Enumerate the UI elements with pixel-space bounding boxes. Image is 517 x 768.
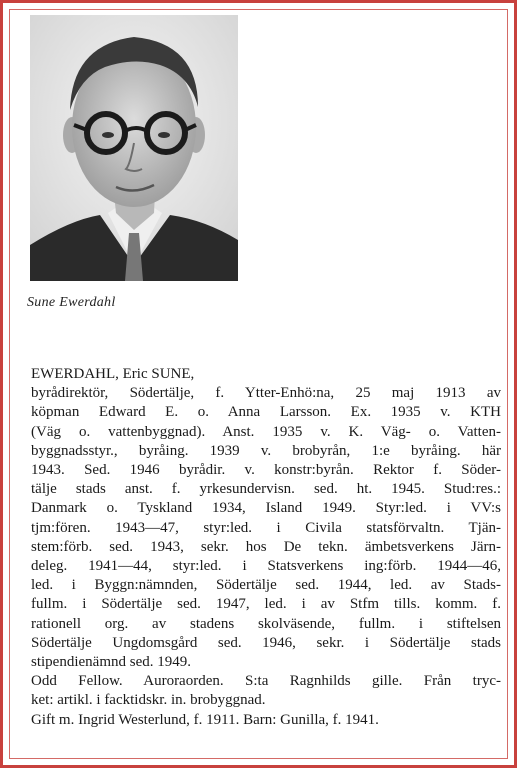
bio-line: rationell org. av stadens skolväsende, fullm. i stiftelsen: [31, 615, 501, 632]
bio-line: byrådirektör, Södertälje, f. Ytter-Enhö:na, 25 maj 1913 av: [31, 385, 501, 402]
bio-line: Danmark o. Tyskland 1934, Island 1949. Styr:led. i VV:s: [31, 500, 501, 517]
bio-line: stem:förb. sed. 1943, sekr. hos De tekn. ämbetsverkens Järn-: [31, 538, 501, 555]
bio-line: deleg. 1941—44, styr:led. i Statsverkens ing:förb. 1944—46,: [31, 558, 501, 575]
portrait-photo: [30, 15, 238, 281]
bio-line: EWERDAHL, Eric SUNE,: [31, 366, 195, 382]
bio-line: byggnadsstyr., byråing. 1939 v. brobyrån, 1:e byråing. här: [31, 442, 501, 459]
bio-line: tjm:fören. 1943—47, styr:led. i Civila statsförvaltn. Tjän-: [31, 519, 501, 536]
bio-line: 1943. Sed. 1946 byrådir. v. konstr:byrån. Rektor f. Söder-: [31, 462, 501, 479]
bio-line: Odd Fellow. Auroraorden. S:ta Ragnhilds gille. Från tryc-: [31, 673, 501, 690]
bio-line: fullm. i Södertälje sed. 1947, led. i av Stfm tills. komm. f.: [31, 596, 501, 613]
bio-line: tälje stads anst. f. yrkesundervisn. sed. ht. 1945. Stud:res.:: [31, 481, 501, 498]
bio-line: (Väg o. vattenbyggnad). Anst. 1935 v. K. Väg- o. Vatten-: [31, 423, 501, 440]
bio-line: led. i Byggn:nämnden, Södertälje sed. 1944, led. av Stads-: [31, 577, 501, 594]
bio-line: Södertälje Ungdomsgård sed. 1946, sekr. i Södertälje stads: [31, 634, 501, 651]
bio-line: Gift m. Ingrid Westerlund, f. 1911. Barn: Gunilla, f. 1941.: [31, 711, 379, 728]
bio-line: ket: artikl. i facktidskr. in. brobyggnad.: [31, 692, 266, 709]
photo-caption: Sune Ewerdahl: [27, 295, 116, 310]
bio-line: köpman Edward E. o. Anna Larsson. Ex. 1935 v. KTH: [31, 404, 501, 421]
biography-entry: [31, 365, 501, 730]
portrait-image: [30, 15, 238, 281]
bio-line: stipendienämnd sed. 1949.: [31, 654, 191, 671]
